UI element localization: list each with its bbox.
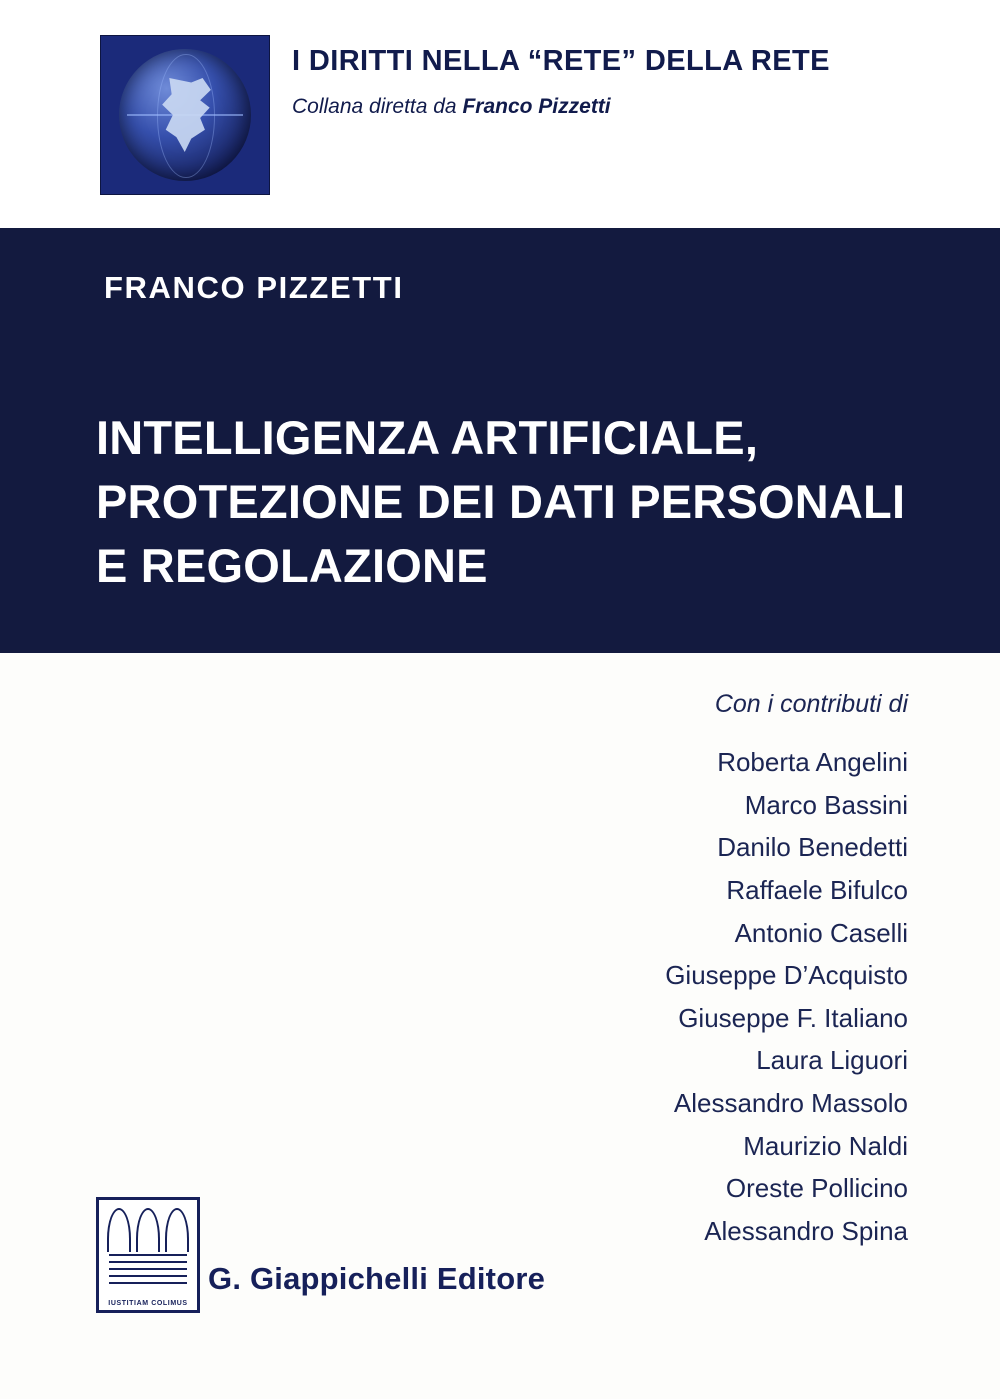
list-item: Giuseppe F. Italiano: [678, 1002, 908, 1033]
giappichelli-colonnade-icon: [96, 1197, 200, 1313]
series-editor-line: [292, 95, 932, 119]
list-item: Danilo Benedetti: [717, 832, 908, 863]
publisher-name: G. Giappichelli Editore: [208, 1261, 546, 1296]
book-title-line-3: E REGOLAZIONE: [96, 538, 488, 592]
series-editor-prefix: Collana diretta da: [292, 94, 463, 118]
series-text-block: [292, 44, 932, 119]
contributors-heading: Con i contributi di: [714, 690, 908, 718]
contributors-list: [388, 741, 908, 1253]
series-logo: [100, 35, 270, 195]
series-title: I DIRITTI NELLA “RETE” DELLA RETE: [292, 45, 830, 77]
contributors-block: [388, 690, 908, 1253]
list-item: Antonio Caselli: [734, 917, 908, 948]
list-item: Alessandro Spina: [704, 1215, 908, 1246]
list-item: Marco Bassini: [744, 789, 908, 820]
author-name: FRANCO PIZZETTI: [104, 270, 404, 305]
arch: [136, 1208, 160, 1252]
europe-shape: [159, 78, 218, 152]
list-item: Alessandro Massolo: [673, 1088, 908, 1118]
book-title-line-1: INTELLIGENZA ARTIFICIALE,: [96, 411, 759, 464]
list-item: Oreste Pollicino: [725, 1173, 908, 1204]
series-editor-name: Franco Pizzetti: [462, 94, 611, 118]
steps-shape: [109, 1254, 187, 1288]
globe-europe-icon: [119, 49, 251, 181]
book-title-line-2: PROTEZIONE DEI DATI PERSONALI: [96, 474, 906, 528]
arch: [107, 1208, 131, 1252]
list-item: Roberta Angelini: [717, 747, 908, 777]
title-band: [0, 228, 1000, 653]
list-item: Maurizio Naldi: [743, 1130, 908, 1161]
page-title: [96, 406, 936, 598]
arches-shape: [107, 1208, 189, 1252]
list-item: Giuseppe D’Acquisto: [665, 960, 908, 991]
list-item: Laura Liguori: [756, 1045, 908, 1076]
series-header: [0, 0, 1000, 228]
publisher-motto: IUSTITIAM COLIMUS: [108, 1300, 188, 1307]
arch: [165, 1208, 189, 1252]
list-item: Raffaele Bifulco: [726, 874, 908, 905]
